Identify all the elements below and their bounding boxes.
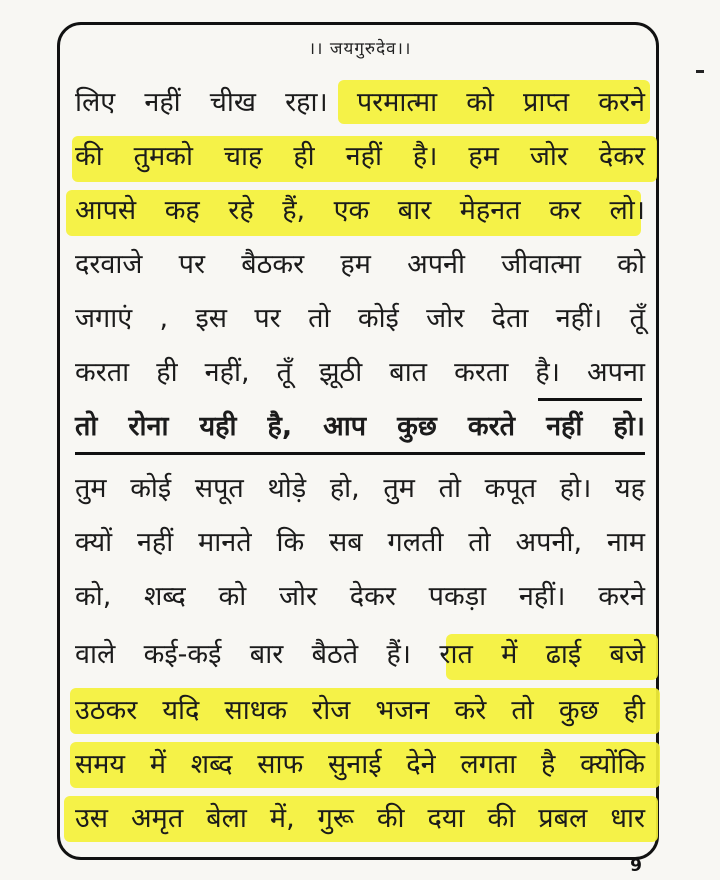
underline-rule-top [538, 398, 642, 401]
text-line-7-bold: तो रोना यही है, आप कुछ करते नहीं हो। [75, 411, 645, 442]
text-line-9: क्यों नहीं मानते कि सब गलती तो अपनी, नाम [75, 527, 645, 558]
text-line-4: दरवाजे पर बैठकर हम अपनी जीवात्मा को [75, 249, 645, 280]
text-line-3: आपसे कह रहे हैं, एक बार मेहनत कर लो। [75, 195, 645, 226]
text-line-6: करता ही नहीं, तूँ झूठी बात करता है। अपना [75, 357, 645, 388]
text-line-5: जगाएं , इस पर तो कोई जोर देता नहीं। तूँ [75, 303, 645, 334]
page-header: ।। जयगुरुदेव।। [308, 39, 412, 59]
page-number: 9 [630, 856, 642, 876]
text-line-8: तुम कोई सपूत थोड़े हो, तुम तो कपूत हो। यह [75, 473, 645, 504]
text-line-11: वाले कई-कई बार बैठते हैं। रात में ढाई बजे [75, 639, 645, 670]
text-line-10: को, शब्द को जोर देकर पकड़ा नहीं। करने [75, 581, 645, 612]
text-line-2: की तुमको चाह ही नहीं है। हम जोर देकर [75, 141, 645, 172]
text-line-12: उठकर यदि साधक रोज भजन करे तो कुछ ही [75, 695, 645, 726]
text-line-1: लिए नहीं चीख रहा। परमात्मा को प्राप्त करने [75, 87, 645, 118]
margin-mark [696, 70, 704, 73]
text-line-13: समय में शब्द साफ सुनाई देने लगता है क्योंकि [75, 749, 645, 780]
text-line-14: उस अमृत बेला में, गुरू की दया की प्रबल धार [75, 803, 645, 834]
underline-rule [75, 452, 645, 455]
